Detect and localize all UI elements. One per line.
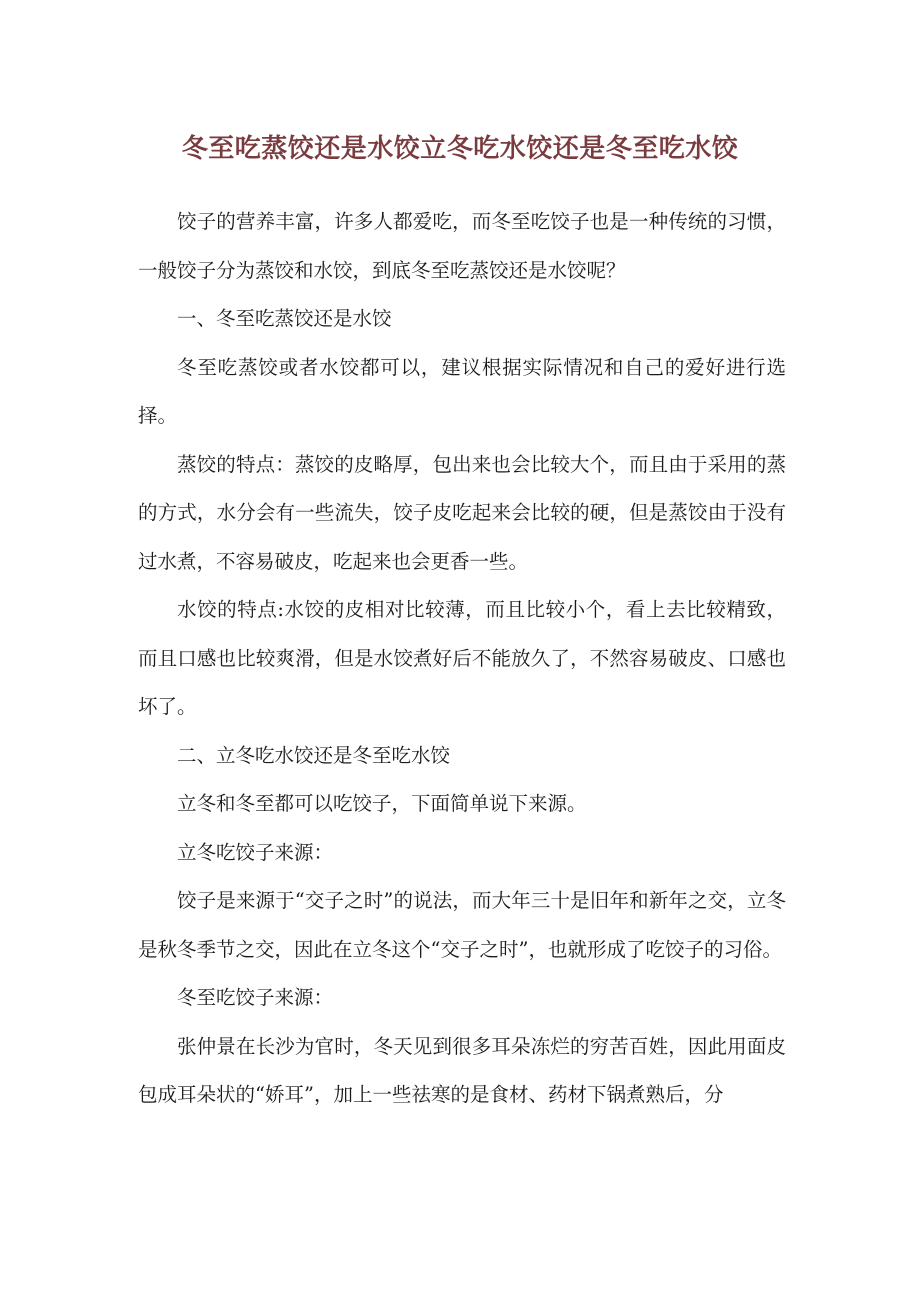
section-heading-1: 一、冬至吃蒸饺还是水饺: [177, 307, 392, 330]
subheading-lidong-origin: 立冬吃饺子来源：: [177, 840, 334, 864]
section-heading-2: 二、立冬吃水饺还是冬至吃水饺: [177, 743, 451, 767]
paragraph-choice: 冬至吃蒸饺或者水饺都可以，建议根据实际情况和自己的爱好进行选择。: [138, 355, 786, 427]
document-body: [138, 198, 786, 1120]
intro-paragraph: 饺子的营养丰富，许多人都爱吃，而冬至吃饺子也是一种传统的习惯，一般饺子分为蒸饺和水饺，到底冬至吃蒸饺还是水饺呢？: [138, 210, 786, 282]
paragraph-boiled-dumplings: 水饺的特点:水饺的皮相对比较薄，而且比较小个，看上去比较精致，而且口感也比较爽滑，但是水饺煮好后不能放久了，不然容易破皮、口感也坏了。: [138, 598, 786, 718]
paragraph-origin-intro: 立冬和冬至都可以吃饺子，下面简单说下来源。: [177, 792, 587, 815]
paragraph-lidong-origin: 饺子是来源于“交子之时”的说法，而大年三十是旧年和新年之交，立冬是秋冬季节之交，因此在立冬这个“交子之时”，也就形成了吃饺子的习俗。: [138, 889, 786, 961]
paragraph-steamed-dumplings: 蒸饺的特点：蒸饺的皮略厚，包出来也会比较大个，而且由于采用的蒸的方式，水分会有一些流失，饺子皮吃起来会比较的硬，但是蒸饺由于没有过水煮，不容易破皮，吃起来也会更香一些。: [138, 452, 786, 573]
paragraph-dongzhi-origin: 张仲景在长沙为官时，冬天见到很多耳朵冻烂的穷苦百姓，因此用面皮包成耳朵状的“娇耳”，加上一些祛寒的是食材、药材下锅煮熟后，分: [138, 1034, 786, 1106]
subheading-dongzhi-origin: 冬至吃饺子来源：: [177, 986, 334, 1009]
document-title: 冬至吃蒸饺还是水饺立冬吃水饺还是冬至吃水饺: [181, 134, 739, 165]
